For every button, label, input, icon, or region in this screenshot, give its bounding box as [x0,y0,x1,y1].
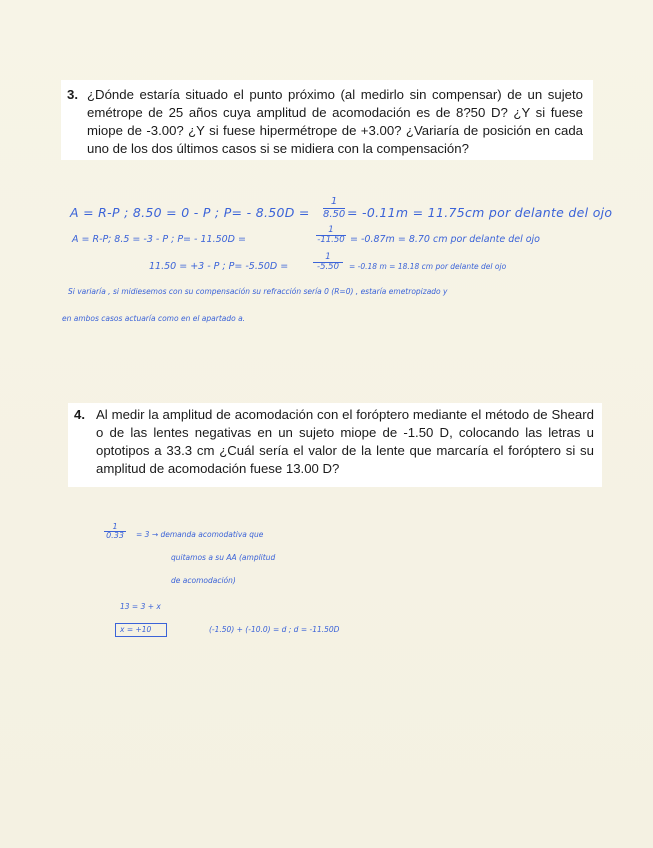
answer-3-line-3-start: 11.50 = +3 - P ; P= -5.50D = [149,261,289,272]
answer-3-line-3-end: = -0.18 m = 18.18 cm por delante del ojo [349,262,507,271]
question-4-number: 4. [74,407,85,422]
fraction-numerator: 1 [104,523,126,532]
answer-4-line-1: = 3 → demanda acomodativa que [136,530,264,539]
answer-3-note-line-1: Si variaría , si midiesemos con su compensación su refracción sería 0 (R=0) , estaría emetropizado y [68,287,448,296]
question-4-box [68,403,602,487]
answer-4-line-3: de acomodación) [171,576,236,585]
fraction-denominator: 0.33 [106,531,124,541]
answer-3-note-line-2: en ambos casos actuaría como en el apartado a. [62,314,246,323]
question-3-number: 3. [67,87,78,102]
answer-3-line-1-fraction [323,197,345,220]
answer-3-line-3-fraction [313,253,343,272]
answer-4-equation: 13 = 3 + x [120,602,161,611]
fraction-numerator: 1 [316,226,346,236]
answer-4-boxed-result: x = +10 [120,625,152,634]
question-3-box [61,80,593,160]
answer-4-line-2: quitamos a su AA (amplitud [171,553,276,562]
fraction-denominator: -11.50 [317,234,345,245]
answer-3-line-1-end: = -0.11m = 11.75cm por delante del ojo [347,205,613,220]
answer-3-line-1-start: A = R-P ; 8.50 = 0 - P ; P= - 8.50D = [70,205,310,220]
answer-3-line-2-fraction [316,226,346,245]
fraction-numerator: 1 [323,197,345,209]
fraction-denominator: -5.50 [317,261,339,272]
question-3-text: ¿Dónde estaría situado el punto próximo (al medirlo sin compensar) de un sujeto emétrope de 25 años cuya amplitud de acomodación es de 8?50 D? ¿Y si fuese miope de -3.00? ¿Y si fuese hipermétrope de +3.00? ¿Variaría de posición en cada uno de los dos últimos casos si se midiera con la compensación? [87,87,583,156]
answer-3-line-2-end: = -0.87m = 8.70 cm por delante del ojo [350,234,540,245]
answer-4-fraction [104,523,126,541]
fraction-denominator: 8.50 [323,208,346,220]
question-4-text: Al medir la amplitud de acomodación con el foróptero mediante el método de Sheard o de las lentes negativas en un sujeto miope de -1.50 D, colocando las letras u optotipos a 33.3 cm ¿Cuál sería el valor de la lente que marcaría el foróptero si su amplitud de acomodación fuese 13.00 D? [96,407,594,476]
fraction-numerator: 1 [313,253,343,263]
answer-4-final-calculation: (-1.50) + (-10.0) = d ; d = -11.50D [209,625,340,634]
answer-3-line-2-start: A = R-P; 8.5 = -3 - P ; P= - 11.50D = [72,234,246,245]
